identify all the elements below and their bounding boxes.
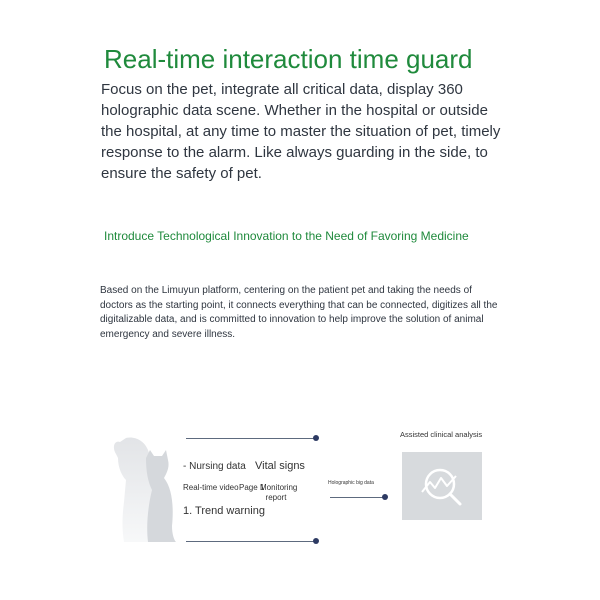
section-subtitle: Introduce Technological Innovation to the Need of Favoring Medicine: [104, 229, 469, 243]
intro-text: Focus on the pet, integrate all critical data, display 360 holographic data scene. Whether in the hospital or outside the hospital, at any time to master the situation of pet, timely response to the alarm. Like always guarding in the side, to ensure the safety of pet.: [101, 81, 501, 182]
trend-warning-label: 1. Trend warning: [183, 505, 265, 517]
connector-line-top: [186, 438, 316, 439]
page-title: Real-time interaction time guard: [104, 44, 473, 74]
nursing-data-label: - Nursing data: [183, 461, 246, 472]
connector-dot-middle: [382, 494, 388, 500]
dog-and-cat-icon: [108, 430, 188, 546]
assisted-analysis-label: Assisted clinical analysis: [400, 430, 483, 439]
section-paragraph: Based on the Limuyun platform, centering on the patient pet and taking the needs of doctors as the starting point, it connects everything that can be connected, digitizes all the digitalizable data, and is committed to innovation to help improve the solution of animal emergency and severe illness.: [100, 285, 498, 340]
realtime-video-label: Real-time video: [183, 483, 239, 492]
connector-line-bottom: [186, 541, 316, 542]
holographic-label: Holographic big data: [328, 480, 374, 486]
connector-line-middle: [330, 497, 384, 498]
monitoring-report-text: Monitoring report: [260, 483, 298, 502]
page-label: Page 1: [239, 483, 265, 492]
vital-signs-label: Vital signs: [255, 460, 305, 472]
analysis-box: [402, 452, 482, 520]
monitoring-report-label: [238, 483, 298, 503]
connector-dot-bottom: [313, 538, 319, 544]
chart-search-icon: [402, 452, 482, 520]
pet-silhouette: [108, 430, 188, 551]
connector-dot-top: [313, 435, 319, 441]
